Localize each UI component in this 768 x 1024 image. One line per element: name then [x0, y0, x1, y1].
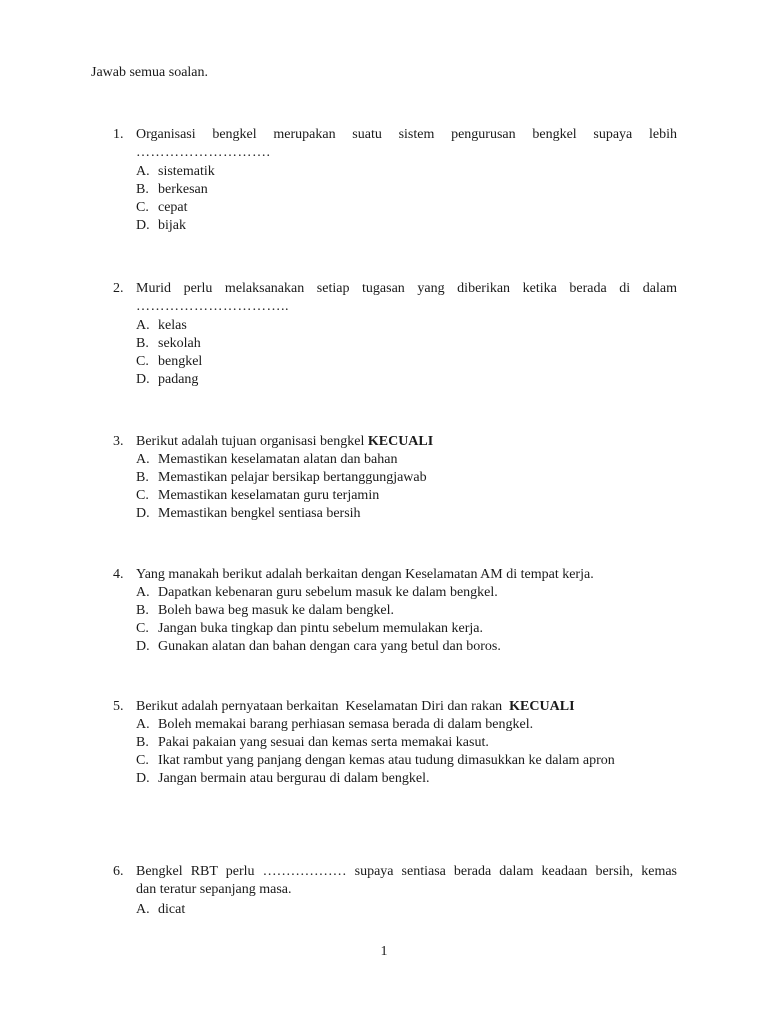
option-letter: A. [136, 902, 150, 917]
option-letter: A. [136, 318, 150, 333]
question-number: 3. [113, 434, 124, 449]
option-text: Memastikan keselamatan alatan dan bahan [158, 452, 398, 467]
option-d [136, 770, 677, 788]
option-text: Jangan buka tingkap dan pintu sebelum memulakan kerja. [158, 621, 484, 636]
option-a [136, 317, 677, 335]
option-text: sistematik [158, 164, 215, 179]
option-letter: C. [136, 753, 149, 768]
question-emphasis: KECUALI [367, 434, 434, 449]
option-letter: B. [136, 182, 149, 197]
question-stem-text: Berikut adalah pernyataan berkaitan Keselamatan Diri dan rakan [136, 699, 503, 714]
option-a [136, 716, 677, 734]
option-text: bijak [158, 218, 186, 233]
option-d [136, 638, 677, 656]
option-letter: C. [136, 354, 149, 369]
option-b [136, 602, 677, 620]
option-text: berkesan [158, 182, 208, 197]
question-number: 1. [113, 127, 124, 142]
question-stem-text: Berikut adalah tujuan organisasi bengkel [136, 434, 365, 449]
option-d [136, 217, 677, 235]
option-c [136, 752, 677, 770]
option-b [136, 469, 677, 487]
option-c [136, 199, 677, 217]
option-letter: B. [136, 336, 149, 351]
question-stem [136, 280, 677, 316]
option-c [136, 487, 677, 505]
option-b [136, 734, 677, 752]
option-letter: A. [136, 717, 150, 732]
option-a [136, 451, 677, 469]
option-c [136, 353, 677, 371]
question-emphasis: KECUALI [509, 699, 575, 714]
option-a [136, 901, 677, 919]
option-letter: D. [136, 506, 150, 521]
option-letter: A. [136, 452, 150, 467]
question-stem [136, 433, 677, 451]
option-letter: B. [136, 603, 149, 618]
option-text: Memastikan keselamatan guru terjamin [158, 488, 380, 503]
question-stem-line: Murid perlu melaksanakan setiap tugasan yang diberikan ketika berada di dalam [136, 281, 677, 296]
option-letter: D. [136, 639, 150, 654]
option-letter: D. [136, 372, 150, 387]
question-stem-line: dan teratur sepanjang masa. [136, 882, 292, 897]
option-d [136, 505, 677, 523]
question-stem-line [136, 433, 677, 451]
option-text: Boleh memakai barang perhiasan semasa berada di dalam bengkel. [158, 717, 534, 732]
option-letter: A. [136, 585, 150, 600]
option-letter: C. [136, 621, 149, 636]
instruction: Jawab semua soalan. [91, 65, 209, 80]
option-text: dicat [158, 902, 186, 917]
question-stem [136, 698, 677, 716]
option-letter: D. [136, 771, 150, 786]
option-text: Memastikan bengkel sentiasa bersih [158, 506, 361, 521]
question-stem [136, 863, 677, 899]
option-text: cepat [158, 200, 188, 215]
options-list [136, 716, 677, 788]
question-stem-line: Bengkel RBT perlu ……………… supaya sentiasa berada dalam keadaan bersih, kemas [136, 864, 677, 879]
options-list [136, 584, 677, 656]
option-a [136, 163, 677, 181]
question-stem [136, 566, 677, 584]
option-text: Boleh bawa beg masuk ke dalam bengkel. [158, 603, 394, 618]
option-letter: C. [136, 200, 149, 215]
options-list [136, 163, 677, 235]
option-text: padang [158, 372, 199, 387]
option-a [136, 584, 677, 602]
option-letter: B. [136, 735, 149, 750]
answer-blank: ………………………….. [136, 299, 289, 314]
options-list [136, 451, 677, 523]
option-letter: C. [136, 488, 149, 503]
question-number: 5. [113, 699, 124, 714]
question-stem-line: Organisasi bengkel merupakan suatu sistem pengurusan bengkel supaya lebih [136, 127, 677, 142]
question-stem [136, 126, 677, 162]
option-b [136, 335, 677, 353]
option-c [136, 620, 677, 638]
option-text: Ikat rambut yang panjang dengan kemas atau tudung dimasukkan ke dalam apron [158, 753, 615, 768]
question-stem-line: Yang manakah berikut adalah berkaitan dengan Keselamatan AM di tempat kerja. [136, 567, 594, 582]
option-letter: D. [136, 218, 150, 233]
option-text: Memastikan pelajar bersikap bertanggungjawab [158, 470, 427, 485]
option-letter: A. [136, 164, 150, 179]
question-number: 2. [113, 281, 124, 296]
question-stem-line [136, 698, 677, 716]
question-number: 4. [113, 567, 124, 582]
options-list [136, 317, 677, 389]
option-text: bengkel [158, 354, 203, 369]
option-text: sekolah [158, 336, 201, 351]
option-letter: B. [136, 470, 149, 485]
question-number: 6. [113, 864, 124, 879]
option-text: Jangan bermain atau bergurau di dalam bengkel. [158, 771, 430, 786]
option-text: kelas [158, 318, 187, 333]
option-b [136, 181, 677, 199]
answer-blank: ………………………. [136, 145, 271, 160]
option-text: Gunakan alatan dan bahan dengan cara yang betul dan boros. [158, 639, 501, 654]
options-list [136, 901, 677, 919]
page-number: 1 [380, 944, 388, 959]
option-text: Pakai pakaian yang sesuai dan kemas serta memakai kasut. [158, 735, 489, 750]
option-d [136, 371, 677, 389]
option-text: Dapatkan kebenaran guru sebelum masuk ke dalam bengkel. [158, 585, 498, 600]
